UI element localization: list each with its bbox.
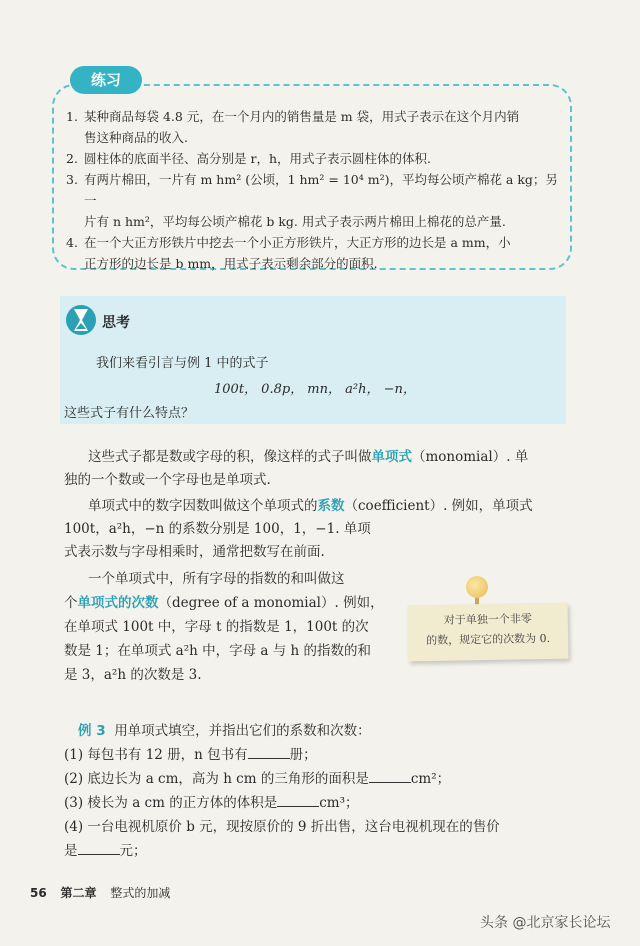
paragraph-line <box>88 495 533 518</box>
practice-item <box>66 106 560 148</box>
paragraph-line <box>88 446 528 469</box>
paragraph-line: 100t，a²h，−n 的系数分别是 100，1，−1. 单项 <box>64 521 371 537</box>
item-line: 售这种商品的收入. <box>84 130 188 145</box>
item-line: 片有 n hm²，平均每公顷产棉花 b kg. 用式子表示两片棉田上棉花的总产量. <box>84 214 506 229</box>
text: （coefficient）. 例如，单项式 <box>344 498 533 514</box>
answer-blank <box>369 769 411 783</box>
example-heading <box>78 720 371 743</box>
text: 元； <box>119 843 147 859</box>
item-line: 有两片棉田，一片有 m hm² (公顷，1 hm² = 10⁴ m²)，平均每公顷产棉花 a kg；另一 <box>84 172 558 208</box>
example-question <box>64 768 450 791</box>
item-line: 正方形的边长是 b mm，用式子表示剩余部分的面积. <box>84 256 378 271</box>
text: 是 <box>64 843 78 859</box>
text: 册； <box>289 747 317 763</box>
term-coefficient: 系数 <box>317 498 345 514</box>
paragraph-line: 是 3，a²h 的次数是 3. <box>64 667 202 683</box>
text: cm³； <box>319 795 359 811</box>
side-note <box>408 603 569 662</box>
practice-tag: 练习 <box>70 66 142 94</box>
think-expressions: 100t， 0.8p， mn， a²h， −n， <box>214 382 416 397</box>
pushpin-icon <box>466 576 488 598</box>
item-line: 圆柱体的底面半径、高分别是 r，h，用式子表示圆柱体的体积. <box>84 151 431 166</box>
text: （monomial）. 单 <box>412 449 529 465</box>
practice-list <box>66 106 560 274</box>
watermark: 头条 @北京家长论坛 <box>480 915 611 931</box>
think-title: 思考 <box>102 315 130 331</box>
paragraph-line: 数是 1；在单项式 a²h 中，字母 a 与 h 的指数的和 <box>64 643 372 659</box>
text: cm²； <box>410 771 451 787</box>
text: （degree of a monomial）. 例如， <box>158 595 384 611</box>
paragraph-line: 独的一个数或一个字母也是单项式. <box>64 472 271 488</box>
chapter-title: 整式的加减 <box>110 886 171 900</box>
think-question: 这些式子有什么特点？ <box>64 406 195 421</box>
text: (2) 底边长为 a cm，高为 h cm 的三角形的面积是 <box>64 771 369 787</box>
item-number: 2. <box>66 151 78 166</box>
paragraph-line <box>64 592 384 615</box>
text: (1) 每包书有 12 册，n 包书有 <box>64 747 248 763</box>
answer-blank <box>248 745 290 759</box>
term-monomial: 单项式 <box>371 449 412 465</box>
example-label: 例 3 <box>78 723 106 739</box>
hourglass-icon <box>66 302 96 338</box>
text: (3) 棱长为 a cm 的正方体的体积是 <box>64 795 278 811</box>
text: 个 <box>64 595 78 611</box>
answer-blank <box>277 793 319 807</box>
chapter-label: 第二章 <box>60 886 97 900</box>
think-prompt: 我们来看引言与例 1 中的式子 <box>96 356 269 371</box>
paragraph-line: 一个单项式中，所有字母的指数的和叫做这 <box>88 571 345 587</box>
item-number: 4. <box>66 235 78 250</box>
answer-blank <box>78 841 120 855</box>
example-question <box>64 792 358 815</box>
paragraph-line: 式表示数与字母相乘时，通常把数写在前面. <box>64 544 325 560</box>
practice-item <box>66 232 560 274</box>
item-number: 3. <box>66 172 78 187</box>
page-footer <box>30 884 170 901</box>
text: 单项式中的数字因数叫做这个单项式的 <box>88 498 318 514</box>
practice-item <box>66 148 560 169</box>
note-line: 的数，规定它的次数为 0. <box>426 631 551 648</box>
example-question: (4) 一台电视机原价 b 元，现按原价的 9 折出售，这台电视机现在的售价 <box>64 819 500 835</box>
practice-item <box>66 169 560 232</box>
item-line: 在一个大正方形铁片中挖去一个小正方形铁片，大正方形的边长是 a mm，小 <box>84 235 511 250</box>
example-question <box>64 840 147 863</box>
page-number: 56 <box>30 886 47 900</box>
paragraph-line: 在单项式 100t 中，字母 t 的指数是 1，100t 的次 <box>64 619 369 635</box>
note-line: 对于单独一个非零 <box>443 612 532 627</box>
text: 这些式子都是数或字母的积，像这样的式子叫做 <box>88 449 372 465</box>
item-number: 1. <box>66 109 78 124</box>
example-question <box>64 744 317 767</box>
item-line: 某种商品每袋 4.8 元，在一个月内的销售量是 m 袋，用式子表示在这个月内销 <box>84 109 520 124</box>
term-degree: 单项式的次数 <box>77 595 159 611</box>
example-intro: 用单项式填空，并指出它们的系数和次数： <box>114 723 371 739</box>
